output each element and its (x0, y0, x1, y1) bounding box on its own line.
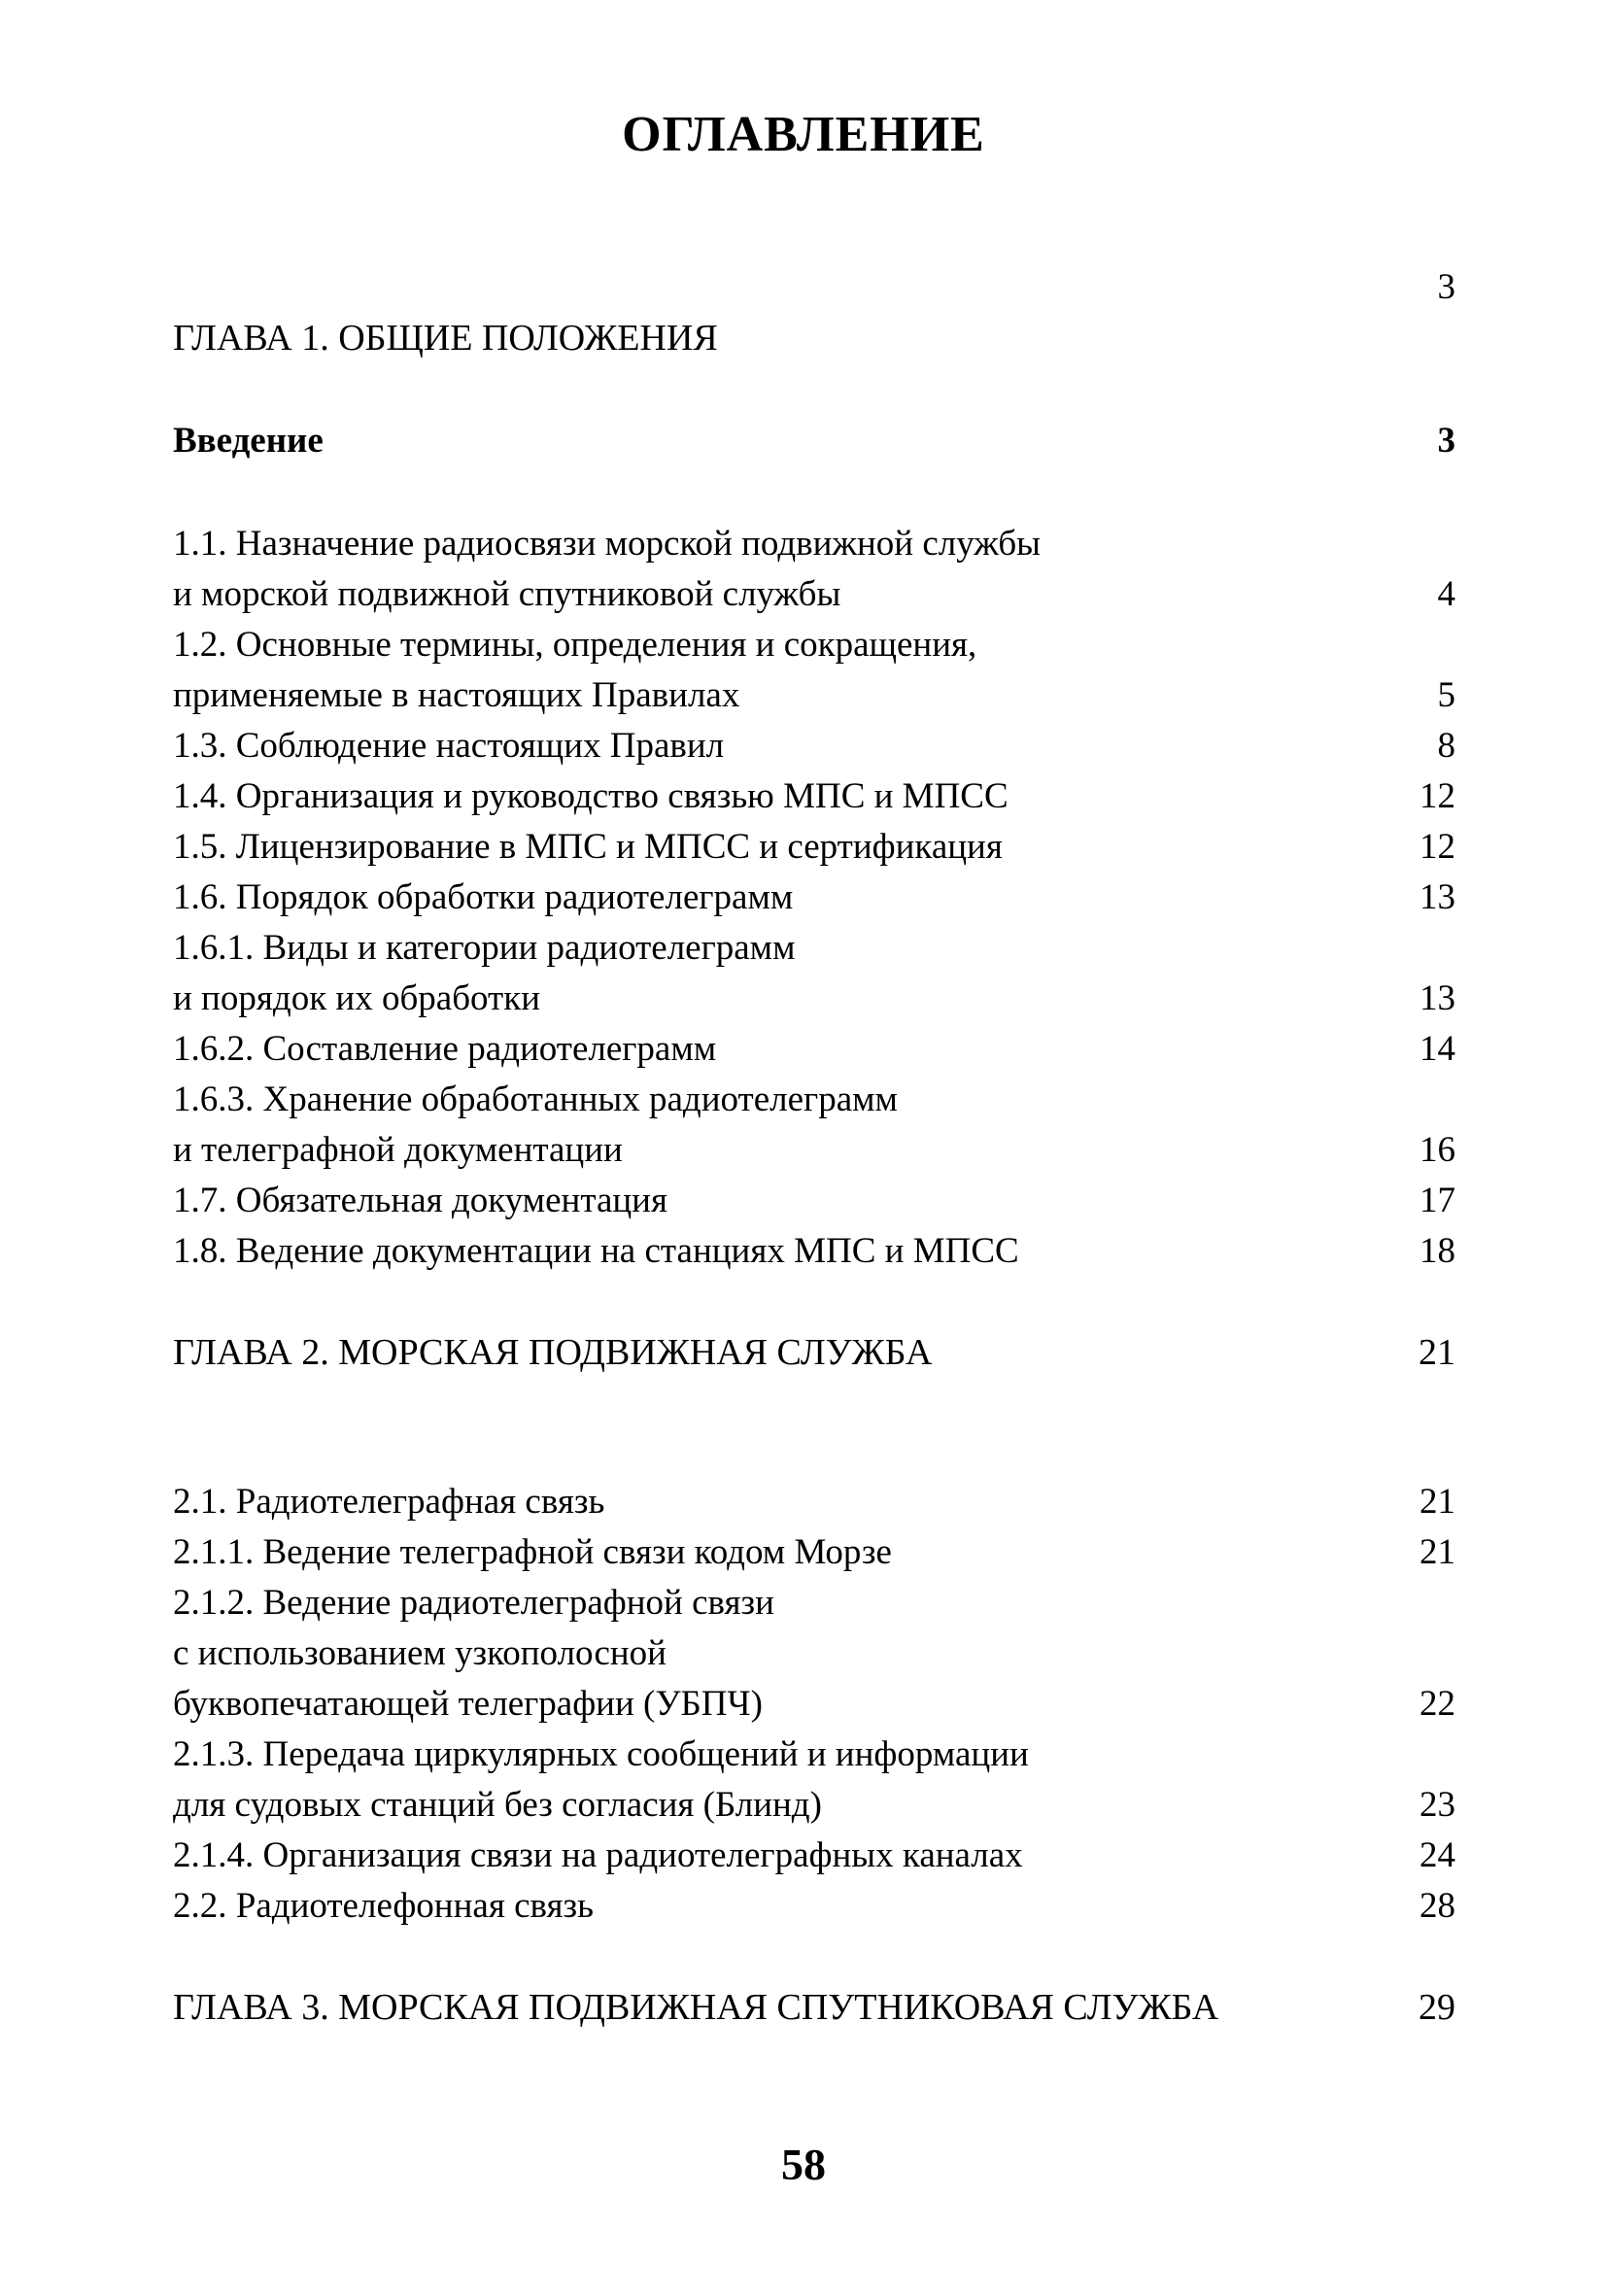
toc-entry-1-6-1-cont (173, 974, 1455, 1024)
toc-entry-title: 2.2. Радиотелефонная связь (173, 1886, 594, 1926)
toc-entry-1-6-3 (173, 1075, 1455, 1125)
toc-page-number: 3 (1437, 421, 1455, 461)
toc-entry-title-line1: 1.1. Назначение радиосвязи морской подвижной службы (173, 524, 1042, 564)
toc-chapter-title: ГЛАВА 3. МОРСКАЯ ПОДВИЖНАЯ СПУТНИКОВАЯ СЛУЖБА (173, 1987, 1219, 2028)
toc-page-number: 24 (1419, 1835, 1455, 1875)
toc-entry-title: 2.1. Радиотелеграфная связь (173, 1482, 605, 1522)
toc-entry-2-1-4 (173, 1831, 1455, 1881)
toc-entry-title-line1: 2.1.3. Передача циркулярных сообщений и информации (173, 1734, 1029, 1774)
toc-page-number: 14 (1419, 1029, 1455, 1069)
toc-page-number: 29 (1419, 1987, 1455, 2028)
toc-entry-title-line2: для судовых станций без согласия (Блинд) (173, 1785, 822, 1825)
toc-page-number: 16 (1419, 1130, 1455, 1170)
toc-entry-title-line2: и порядок их обработки (173, 978, 541, 1018)
page-title: ОГЛАВЛЕНИЕ (622, 107, 985, 162)
toc-entry-2-1-2-cont (173, 1628, 1455, 1679)
toc-entry-title-line1: 2.1.2. Ведение радиотелеграфной связи (173, 1583, 774, 1623)
toc-entry-1-4 (173, 771, 1455, 822)
toc-entry-2-1-1 (173, 1527, 1455, 1578)
toc-entry-1-1-cont (173, 569, 1455, 620)
toc-entry-title: 1.7. Обязательная документация (173, 1181, 667, 1220)
toc-page-number: 8 (1437, 726, 1455, 766)
toc-entry-title: 1.6.2. Составление радиотелеграмм (173, 1029, 717, 1069)
toc-page-number: 12 (1419, 776, 1455, 816)
toc-entry-2-1-2 (173, 1578, 1455, 1628)
toc-entry-title: 1.3. Соблюдение настоящих Правил (173, 726, 725, 766)
toc-entry-1-6-3-cont (173, 1125, 1455, 1176)
toc-page-number: 13 (1419, 978, 1455, 1018)
toc-page-number: 21 (1419, 1532, 1455, 1572)
toc-entry-1-5 (173, 822, 1455, 873)
toc-entry-title-line1: 1.2. Основные термины, определения и сокращения, (173, 625, 977, 665)
page-number: 58 (781, 2140, 826, 2189)
toc-entry-1-2 (173, 620, 1455, 670)
toc-page-number: 23 (1419, 1785, 1455, 1825)
toc-page-number: 4 (1437, 574, 1455, 614)
toc-entry-1-6-2 (173, 1024, 1455, 1075)
toc-chapter-3 (173, 1982, 1455, 2033)
toc-page-number: 3 (1437, 267, 1455, 307)
toc-entry-1-8 (173, 1226, 1455, 1277)
toc-entry-1-2-cont (173, 670, 1455, 721)
toc-entry-title: 1.5. Лицензирование в МПС и МПСС и сертификация (173, 827, 1003, 867)
toc-page-number: 18 (1419, 1231, 1455, 1271)
toc-page-number: 22 (1419, 1684, 1455, 1724)
toc-entry-title: 2.1.4. Организация связи на радиотелеграфных каналах (173, 1835, 1023, 1875)
toc-page-number: 21 (1419, 1332, 1455, 1373)
toc-entry-title-line2: с использованием узкополосной (173, 1633, 667, 1673)
toc-entry-title-line2: и телеграфной документации (173, 1130, 623, 1170)
toc-entry-title: 1.4. Организация и руководство связью МПС и МПСС (173, 776, 1009, 816)
toc-chapter-title: ГЛАВА 2. МОРСКАЯ ПОДВИЖНАЯ СЛУЖБА (173, 1332, 933, 1373)
toc-entry-title: Введение (173, 421, 324, 461)
toc-entry-1-6-1 (173, 923, 1455, 974)
toc-page-number: 5 (1437, 675, 1455, 715)
toc-chapter-title: ГЛАВА 1. ОБЩИЕ ПОЛОЖЕНИЯ (173, 318, 718, 359)
toc-entry-2-1 (173, 1477, 1455, 1527)
toc-chapter-2 (173, 1327, 1455, 1378)
toc-entry-2-2 (173, 1881, 1455, 1932)
toc-page-number: 28 (1419, 1886, 1455, 1926)
toc-chapter-1 (173, 313, 1455, 363)
toc-page-number: 12 (1419, 827, 1455, 867)
toc-entry-title-line3: буквопечатающей телеграфии (УБПЧ) (173, 1684, 763, 1724)
toc-entry-title-line2: применяемые в настоящих Правилах (173, 675, 740, 715)
toc-entry-title-line2: и морской подвижной спутниковой службы (173, 574, 841, 614)
toc-entry-intro (173, 416, 1455, 466)
toc-entry-title: 2.1.1. Ведение телеграфной связи кодом Морзе (173, 1532, 892, 1572)
toc-entry-1-1 (173, 519, 1455, 569)
toc-entry-title: 1.8. Ведение документации на станциях МПС и МПСС (173, 1231, 1019, 1271)
toc-page-number: 13 (1419, 877, 1455, 917)
toc-entry-2-1-3-cont (173, 1780, 1455, 1831)
toc-page-number: 21 (1419, 1482, 1455, 1522)
toc-entry-2-1-3 (173, 1730, 1455, 1780)
toc-entry-title: 1.6. Порядок обработки радиотелеграмм (173, 877, 794, 917)
toc-entry-top (173, 262, 1455, 313)
toc-entry-title-line1: 1.6.1. Виды и категории радиотелеграмм (173, 928, 796, 968)
toc-entry-title-line1: 1.6.3. Хранение обработанных радиотелеграмм (173, 1079, 898, 1119)
toc-entry-1-7 (173, 1176, 1455, 1226)
toc-page-number: 17 (1419, 1181, 1455, 1220)
toc-entry-1-3 (173, 721, 1455, 771)
toc-entry-2-1-2-cont2 (173, 1679, 1455, 1730)
toc-entry-1-6 (173, 873, 1455, 923)
